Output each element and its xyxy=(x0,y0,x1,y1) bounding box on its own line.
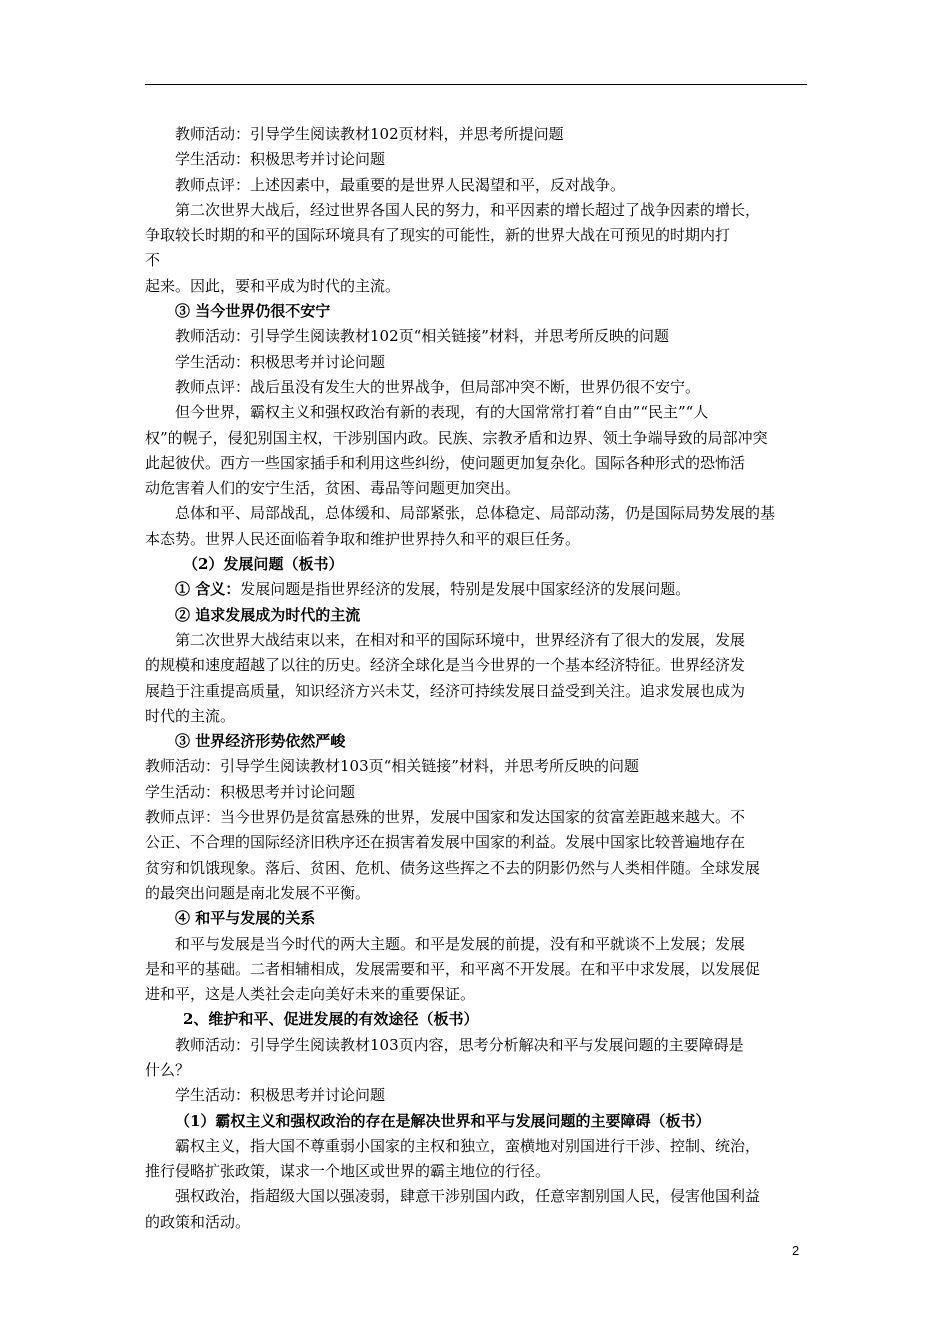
text-line: 学生活动：积极思考并讨论问题 xyxy=(145,782,356,801)
text-line: 霸权主义，指大国不尊重弱小国家的主权和独立，蛮横地对别国进行干涉、控制、统治， xyxy=(175,1136,761,1155)
section-heading: ④ 和平与发展的关系 xyxy=(175,909,316,928)
text-line: 教师点评：战后虽没有发生大的世界战争，但局部冲突不断，世界仍很不安宁。 xyxy=(175,377,701,396)
text-line: 学生活动：积极思考并讨论问题 xyxy=(175,352,386,371)
text-line: 教师活动：引导学生阅读教材102页“相关链接”材料，并思考所反映的问题 xyxy=(175,327,669,346)
text-line: 总体和平、局部战乱，总体缓和、局部紧张，总体稳定、局部动荡，仍是国际局势发展的基 xyxy=(175,504,776,523)
section-heading: ③ 当今世界仍很不安宁 xyxy=(175,302,331,321)
text-line: 第二次世界大战结束以来，在相对和平的国际环境中，世界经济有了很大的发展，发展 xyxy=(175,630,746,649)
section-heading: （1）霸权主义和强权政治的存在是解决世界和平与发展问题的主要障碍（板书） xyxy=(175,1111,711,1130)
text-line: 不 xyxy=(145,251,161,270)
text-line: 权”的幌子，侵犯别国主权，干涉别国内政。民族、宗教矛盾和边界、领土争端导致的局部冲突 xyxy=(145,428,768,447)
text-line: 的最突出问题是南北发展不平衡。 xyxy=(145,883,371,902)
text-line: 时代的主流。 xyxy=(145,706,236,725)
text-line: 的规模和速度超越了以往的历史。经济全球化是当今世界的一个基本经济特征。世界经济发 xyxy=(145,656,746,675)
section-heading: ③ 世界经济形势依然严峻 xyxy=(175,732,346,751)
text-line: 教师活动：引导学生阅读教材102页材料，并思考所提问题 xyxy=(175,125,564,143)
section-heading: ② 追求发展成为时代的主流 xyxy=(175,605,361,624)
text-line: 教师点评：上述因素中，最重要的是世界人民渴望和平，反对战争。 xyxy=(175,175,626,194)
text-line: 和平与发展是当今时代的两大主题。和平是发展的前提，没有和平就谈不上发展；发展 xyxy=(175,934,746,953)
section-heading: （2）发展问题（板书） xyxy=(183,555,344,574)
text-line: 本态势。世界人民还面临着争取和维护世界持久和平的艰巨任务。 xyxy=(145,529,581,548)
text-line: 公正、不合理的国际经济旧秩序还在损害着发展中国家的利益。发展中国家比较普遍地存在 xyxy=(145,833,746,852)
text-line: 争取较长时期的和平的国际环境具有了现实的可能性，新的世界大战在可预见的时期内打 xyxy=(145,226,731,245)
text-line: 教师点评：当今世界仍是贫富悬殊的世界，发展中国家和发达国家的贫富差距越来越大。不 xyxy=(145,808,746,827)
text-line: 展趋于注重提高质量，知识经济方兴未艾，经济可持续发展日益受到关注。追求发展也成为 xyxy=(145,681,746,700)
text-line: 但今世界，霸权主义和强权政治有新的表现，有的大国常常打着“自由”“民主”“人 xyxy=(175,403,709,422)
text-line: 贫穷和饥饿现象。落后、贫困、危机、债务这些挥之不去的阴影仍然与人类相伴随。全球发展 xyxy=(145,858,761,877)
text-line: 什么？ xyxy=(145,1060,191,1079)
text-line: 学生活动：积极思考并讨论问题 xyxy=(175,150,386,169)
page-number: 2 xyxy=(792,1243,800,1258)
inline-heading: ① 含义： xyxy=(175,580,241,599)
text-line xyxy=(145,577,813,602)
text-line: 第二次世界大战后，经过世界各国人民的努力，和平因素的增长超过了战争因素的增长， xyxy=(175,200,761,219)
text-line: 此起彼伏。西方一些国家插手和利用这些纠纷，使问题更加复杂化。国际各种形式的恐怖活 xyxy=(145,453,746,472)
text-line: 教师活动：引导学生阅读教材103页内容，思考分析解决和平与发展问题的主要障碍是 xyxy=(175,1035,744,1054)
text-line: 动危害着人们的安宁生活，贫困、毒品等问题更加突出。 xyxy=(145,479,521,498)
text-line: 起来。因此，要和平成为时代的主流。 xyxy=(145,276,401,295)
section-heading: 2、维护和平、促进发展的有效途径（板书） xyxy=(183,1010,479,1029)
inline-text: 发展问题是指世界经济的发展，特别是发展中国家经济的发展问题。 xyxy=(240,580,691,599)
text-line: 强权政治，指超级大国以强凌弱，肆意干涉别国内政，任意宰割别国人民，侵害他国利益 xyxy=(175,1187,761,1206)
text-line: 的政策和活动。 xyxy=(145,1212,251,1231)
text-line: 教师活动：引导学生阅读教材103页“相关链接”材料，并思考所反映的问题 xyxy=(145,757,639,776)
header-rule xyxy=(145,84,807,85)
text-line: 是和平的基础。二者相辅相成，发展需要和平，和平离不开发展。在和平中求发展，以发展促 xyxy=(145,959,761,978)
text-line: 进和平，这是人类社会走向美好未来的重要保证。 xyxy=(145,985,476,1004)
text-line: 学生活动：积极思考并讨论问题 xyxy=(175,1086,386,1105)
text-line: 推行侵略扩张政策，谋求一个地区或世界的霸主地位的行径。 xyxy=(145,1162,551,1181)
document-body xyxy=(145,122,813,1235)
